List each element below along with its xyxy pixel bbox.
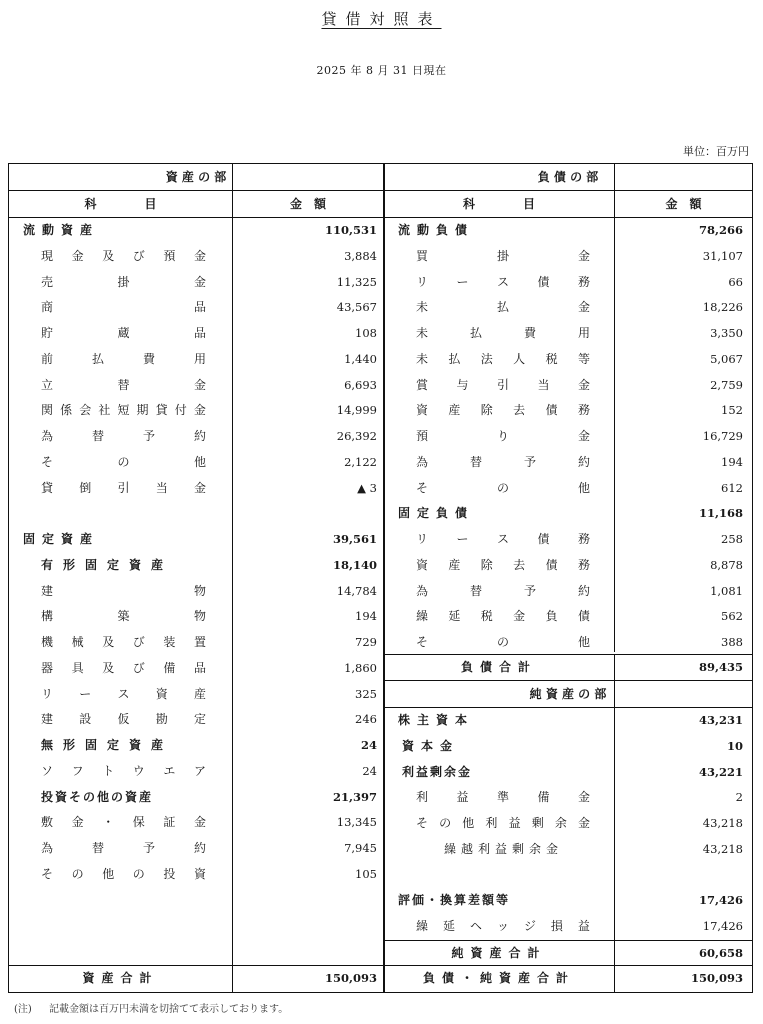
amount-value: 388 [721,635,743,649]
liability-row [384,760,752,786]
asset-row [9,450,383,476]
balance-sheet-table [8,163,753,993]
account-label: 為 替 予 約 [416,454,590,469]
amount-value: 43,218 [702,841,743,856]
account-label: 固定資産 [23,532,100,546]
amount-value: 5,067 [710,351,743,366]
liability-row [384,450,752,476]
net-assets-total-amount: 60,658 [698,946,743,960]
amount-value: 3,884 [344,248,377,263]
account-label: ソ フ ト ウ エ ア [41,763,206,778]
asset-row [9,785,383,811]
account-label: 貯 蔵 品 [41,326,206,340]
net-assets-total-row [384,941,752,965]
asset-row [9,579,383,605]
liabilities-net-assets-total-amount: 150,093 [690,971,743,985]
asset-row [9,398,383,424]
liability-row [384,914,752,940]
amount-value: 11,168 [698,506,743,521]
account-label: 建 設 仮 勘 定 [41,712,206,727]
amount-value: 43,221 [698,764,743,779]
amount-value: 39,561 [332,532,377,546]
page-title: 貸借対照表 [321,10,442,28]
asset-row [9,218,383,244]
unit-label: 単位：百万円 [683,145,749,158]
amount-value: 3,350 [710,326,743,340]
amount-value: 258 [721,532,743,546]
account-label: そ の 他 利 益 剰 余 金 [416,816,590,830]
as-of-date: 2025 年 8 月 31 日現在 [316,64,447,77]
liability-row [384,295,752,321]
asset-row [9,347,383,373]
amount-value: 16,729 [702,429,743,443]
liability-row [384,218,752,244]
liability-row [384,424,752,450]
amount-value: 14,784 [336,583,377,598]
account-label: 機 械 及 び 装 置 [41,635,206,649]
account-label: そ の 他 の 投 資 [41,866,206,881]
asset-row [9,295,383,321]
liabilities-account-col-header: 科 目 [462,197,535,211]
asset-row [9,836,383,862]
amount-value: 24 [362,763,377,778]
asset-row [9,733,383,759]
account-label: 立 替 金 [41,377,206,392]
amount-value: 26,392 [336,429,377,443]
amount-value: 18,226 [702,300,743,315]
account-label: 未 払 費 用 [416,326,590,340]
liability-row [384,270,752,296]
asset-row [9,244,383,270]
account-label: 評価・換算差額等 [398,893,511,908]
account-label: リ ー ス 債 務 [416,274,590,289]
liability-row [384,501,752,527]
amount-value: 108 [355,326,377,340]
amount-value: 1,860 [344,660,377,675]
account-label: そ の 他 [416,480,590,495]
liability-row [384,811,752,837]
amount-value: ▲ 3 [357,480,377,495]
account-label: リ ー ス 債 務 [416,532,590,546]
account-label: 繰 延 税 金 負 債 [416,609,590,624]
account-label: 前 払 費 用 [41,351,206,366]
asset-row [9,759,383,785]
account-label: 敷 金 ・ 保 証 金 [41,815,206,830]
amount-value: 1,440 [344,351,377,366]
amount-value: 11,325 [336,274,377,289]
liability-row [384,553,752,579]
account-label: 現 金 及 び 預 金 [41,248,206,263]
amount-value: 17,426 [702,919,743,933]
account-label: 構 築 物 [41,609,206,624]
liability-row [384,630,752,656]
liabilities-net-assets-total-label: 負債・純資産合計 [422,971,575,985]
account-label: 預 り 金 [416,429,590,443]
liability-row [384,398,752,424]
account-label: 賞 与 引 当 金 [416,377,590,392]
liability-row [384,734,752,760]
amount-value: 110,531 [324,223,377,237]
account-label: 買 掛 金 [416,248,590,263]
account-label: 建 物 [41,583,206,598]
amount-value: 21,397 [332,789,377,804]
assets-total-label: 資産合計 [82,971,159,985]
account-label: 繰越利益剰余金 [444,841,564,856]
liability-row [384,708,752,734]
footnote-text: 記載金額は百万円未満を切捨てて表示しております。 [49,1004,289,1015]
amount-value: 43,231 [698,713,743,727]
account-label: 器 具 及 び 備 品 [41,660,206,675]
amount-value: 2,122 [344,454,377,469]
liability-row [384,244,752,270]
amount-value: 13,345 [336,815,377,830]
liabilities-amount-col-header: 金 額 [665,197,702,211]
account-label: 為 替 予 約 [41,841,206,855]
amount-value: 24 [360,738,377,752]
amount-value: 152 [721,403,743,418]
asset-row [9,656,383,682]
amount-value: 17,426 [698,893,743,908]
amount-value: 43,567 [336,300,377,315]
liability-row [384,527,752,553]
liability-row [384,837,752,863]
assets-section-header: 資 産 の 部 [165,170,227,184]
account-label: 商 品 [41,300,206,315]
net-assets-total-label: 純資産合計 [451,946,547,960]
footnote [14,1000,302,1015]
amount-value: 10 [726,738,743,753]
asset-row [9,707,383,733]
amount-value: 66 [728,274,743,289]
asset-row [9,270,383,296]
amount-value: 729 [355,635,377,649]
assets-amount-col-header: 金 額 [289,197,326,211]
liability-row [384,863,752,889]
account-label: そ の 他 [416,635,590,649]
amount-value: 18,140 [332,557,377,572]
account-label: 売 掛 金 [41,274,206,289]
net-assets-section-header: 純 資 産 の 部 [529,687,607,701]
account-label: 資 産 除 去 債 務 [416,403,590,418]
account-label: 資 産 除 去 債 務 [416,557,590,572]
liability-row [384,321,752,347]
asset-row [9,553,383,579]
account-label: そ の 他 [41,454,206,469]
asset-row [9,476,383,502]
asset-row [9,810,383,836]
amount-value: 105 [355,866,377,881]
liability-row [384,373,752,399]
amount-value: 8,878 [710,557,743,572]
liabilities-total-row [384,655,752,680]
asset-row [9,501,383,527]
account-label: 為 替 予 約 [41,429,206,443]
account-label: 無形固定資産 [41,738,174,752]
account-label: 投資その他の資産 [41,789,154,804]
liability-row [384,604,752,630]
amount-value: 78,266 [698,223,743,237]
amount-value: 562 [721,609,743,624]
amount-value: 194 [721,454,743,469]
amount-value: 1,081 [710,583,743,598]
amount-value: 14,999 [336,403,377,418]
amount-value: 325 [355,686,377,701]
account-label: 株主資本 [398,713,475,727]
account-label: 利益剰余金 [402,764,473,779]
account-label: 固定負債 [398,506,475,521]
asset-row [9,682,383,708]
account-label: 貸 倒 引 当 金 [41,480,206,495]
asset-row [9,321,383,347]
amount-value: 2,759 [710,377,743,392]
amount-value: 7,945 [344,841,377,855]
liability-row [384,785,752,811]
account-label: 未 払 法 人 税 等 [416,351,590,366]
asset-row [9,424,383,450]
account-label: 未 払 金 [416,300,590,315]
asset-row [9,373,383,399]
liabilities-section-header: 負 債 の 部 [537,170,599,184]
account-label: 有形固定資産 [41,557,174,572]
liability-row [384,579,752,605]
amount-value: 6,693 [344,377,377,392]
account-label: 流動負債 [398,223,475,237]
assets-account-col-header: 科 目 [84,197,157,211]
amount-value: 612 [721,480,743,495]
footnote-mark: (注) [14,1004,32,1015]
assets-total-amount: 150,093 [324,971,377,985]
liability-row [384,888,752,914]
assets-total-row [9,966,383,991]
account-label: 繰 延 ヘ ッ ジ 損 益 [416,919,590,933]
amount-value: 194 [355,609,377,624]
account-label: 関 係 会 社 短 期 貸 付 金 [41,403,206,418]
account-label: 利 益 準 備 金 [416,790,590,805]
asset-row [9,630,383,656]
liability-row [384,347,752,373]
account-label: リ ー ス 資 産 [41,686,206,701]
liability-row [384,476,752,502]
account-label: 流動資産 [23,223,100,237]
liabilities-total-label: 負債合計 [460,660,537,674]
amount-value: 43,218 [702,816,743,830]
liabilities-total-amount: 89,435 [698,660,743,674]
amount-value: 31,107 [702,248,743,263]
amount-value: 2 [735,790,743,805]
amount-value: 246 [355,712,377,727]
liabilities-net-assets-total-row [384,966,752,991]
account-label: 資本金 [402,738,460,753]
account-label: 為 替 予 約 [416,583,590,598]
asset-row [9,527,383,553]
asset-row [9,604,383,630]
asset-row [9,862,383,888]
